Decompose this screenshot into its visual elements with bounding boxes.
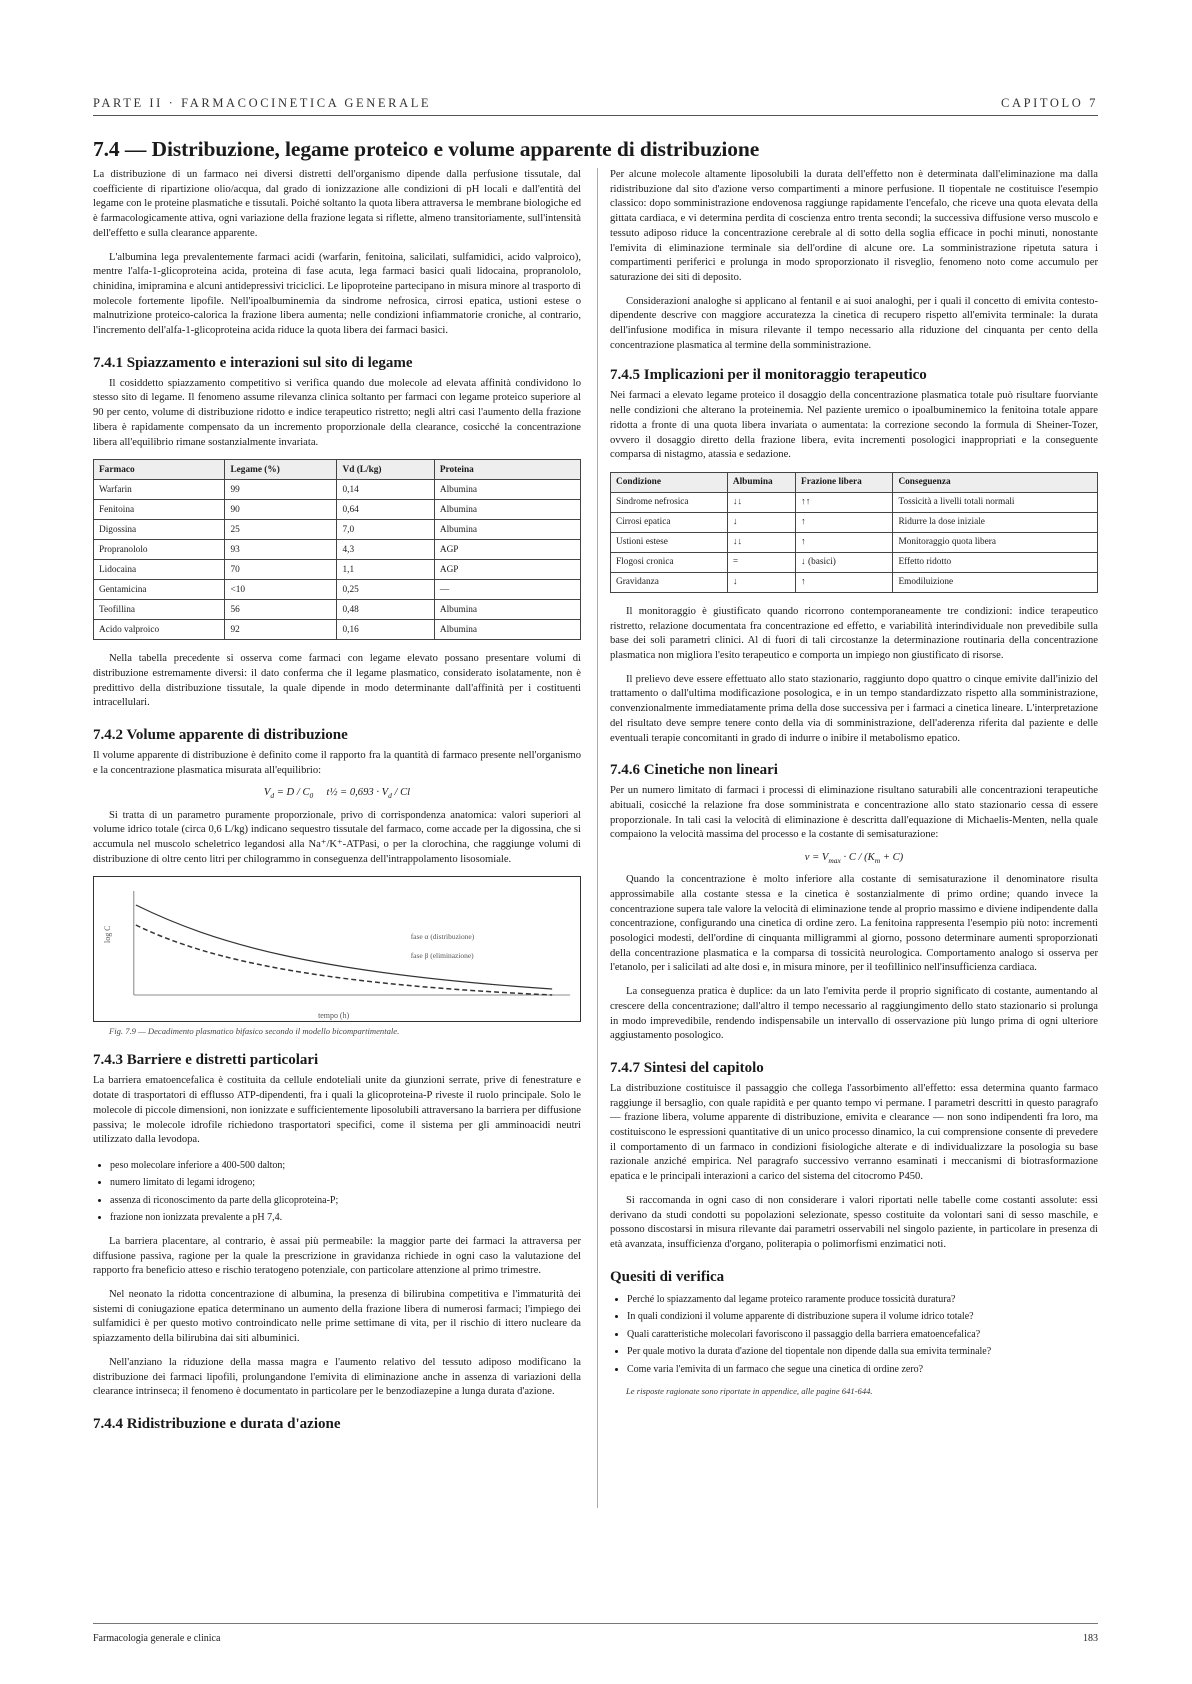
running-head-part: PARTE II · FARMACOCINETICA GENERALE <box>93 96 432 110</box>
binding-table-header: Vd (L/kg) <box>337 460 434 480</box>
beta-phase-label: fase β (eliminazione) <box>410 951 474 961</box>
table-cell: Flogosi cronica <box>611 552 728 572</box>
s746-paragraph-1: Per un numero limitato di farmaci i processi di eliminazione risultano saturabili alle concentrazioni terapeutiche abituali, cosicché la relazione fra dose somministrata e concentrazione allo stato stazionario cessa di essere proporzionale. In tali casi la velocità di eliminazione è descritta dall'equazione di Michaelis-Menten, nella quale compaiono la velocità massima del processo e la costante di semisaturazione: <box>610 785 1098 841</box>
answers-note: Le risposte ragionate sono riportate in appendice, alle pagine 641-644. <box>626 1386 873 1397</box>
conditions-table-header: Frazione libera <box>796 472 893 492</box>
book-title: Farmacologia generale e clinica <box>93 1633 221 1644</box>
conditions-table-header: Conseguenza <box>893 472 1098 492</box>
binding-table-header-row <box>94 460 581 480</box>
table-cell: ↓ (basici) <box>796 552 893 572</box>
table-cell: ↑ <box>796 532 893 552</box>
table-cell: = <box>727 552 795 572</box>
quiz-heading: Quesiti di verifica <box>610 1268 725 1285</box>
table-row <box>94 520 581 540</box>
heading-7-4-2: 7.4.2 Volume apparente di distribuzione <box>93 727 348 744</box>
quiz-item: • Quali caratteristiche molecolari favoriscono il passaggio della barriera ematoencefalica? <box>627 1326 1098 1344</box>
s746-paragraph-3: La conseguenza pratica è duplice: da un lato l'emivita perde il proprio significato di costante, aumentando al crescere della concentrazione; dall'altro il tempo necessario al raggiungimento dello stato stazionario si prolunga in modo imprevedibile, rendendo indispensabile un intervallo di osservazione più lungo prima di ogni ulteriore aggiustamento posologico. <box>610 986 1098 1042</box>
table-cell: ↓ <box>727 512 795 532</box>
quiz-item: • Per quale motivo la durata d'azione del tiopentale non dipende dalla sua emivita terminale? <box>627 1343 1098 1361</box>
s742-paragraph-1: Il volume apparente di distribuzione è definito come il rapporto fra la quantità di farmaco presente nell'organismo e la concentrazione plasmatica misurata all'equilibrio: <box>93 750 581 776</box>
table-cell: Gravidanza <box>611 572 728 592</box>
alpha-phase-label: fase α (distribuzione) <box>410 932 475 942</box>
michaelis-menten-formula: $v = V_{max} \cdot C / (K_m + C)$ <box>804 852 904 866</box>
table-cell: Acido valproico <box>94 620 225 640</box>
conditions-table-header: Condizione <box>611 472 728 492</box>
table-cell: Fenitoina <box>94 500 225 520</box>
biphasic-decay-figure <box>93 876 581 1022</box>
binding-table-header: Legame (%) <box>225 460 337 480</box>
table-row <box>611 512 1098 532</box>
header-rule <box>93 115 1098 116</box>
table-cell: Tossicità a livelli totali normali <box>893 492 1098 512</box>
volume-formula: $V_d = D / C_0$ t½ = $0,693 \cdot V_d / Cl$ <box>263 787 411 801</box>
table-cell: 93 <box>225 540 337 560</box>
intro-paragraph-1: La distribuzione di un farmaco nei diversi distretti dell'organismo dipende dalla perfusione tissutale, dal coefficiente di ripartizione olio/acqua, dal grado di ionizzazione alle condizioni di pH locali e dall'entità del legame con le proteine plasmatiche e tissutali. Poiché soltanto la quota libera attraversa le membrane biologiche ed è farmacologicamente attiva, ogni variazione della frazione legata si riflette, almeno transitoriamente, sull'intensità dell'effetto e sulla clearance apparente. <box>93 169 581 239</box>
table-cell: 25 <box>225 520 337 540</box>
table-cell: Albumina <box>434 520 580 540</box>
s743-paragraph-1: La barriera ematoencefalica è costituita da cellule endoteliali unite da giunzioni serrate, prive di fenestrature e dotate di trasportatori di efflusso ATP-dipendenti, fra i quali la glicoproteina-P riveste il ruolo principale. Solo le molecole di piccole dimensioni, non ionizzate e sufficientemente liposolubili attraversano la barriera per diffusione passiva; le molecole idrofile richiedono trasportatori specifici, come il sistema per gli amminoacidi neutri utilizzato dalla levodopa. <box>93 1075 581 1146</box>
s742-paragraph-2: Si tratta di un parametro puramente proporzionale, privo di corrispondenza anatomica: valori superiori al volume idrico totale (circa 0,6 L/kg) indicano sequestro tissutale del farmaco, come accade per la digossina, che si accumula nel muscolo scheletrico legandosi alla Na⁺/K⁺-ATPasi, o per la clorochina, che raggiunge volumi di distribuzione di oltre cento litri per chilogrammo in conseguenza dell'intrappolamento lisosomiale. <box>93 809 581 865</box>
table-cell: Albumina <box>434 480 580 500</box>
conditions-table-header-row <box>611 472 1098 492</box>
table-row <box>94 540 581 560</box>
table-cell: ↓ <box>727 572 795 592</box>
table-cell: Sindrome nefrosica <box>611 492 728 512</box>
running-head <box>93 96 1098 111</box>
figure-y-label: log C <box>102 925 112 944</box>
s747-paragraph-1: La distribuzione costituisce il passaggio che collega l'assorbimento all'effetto: essa determina quanto farmaco raggiunge il bersaglio, con quale rapidità e per quanto tempo vi permane. I parametri descritti in questo paragrafo — frazione libera, volume apparente di distribuzione, emivita e clearance — non sono indipendenti fra loro, ma costituiscono le espressioni quantitative di un unico processo dinamico, la cui comprensione consente di prevedere il comportamento di un farmaco in condizioni fisiologiche alterate e di individualizzare la posologia su base razionale anziché empirica. Nel paragrafo successivo verranno esaminati i meccanismi di biotrasformazione epatica e le principali interazioni a carico del sistema del citocromo P450. <box>610 1082 1098 1183</box>
s744-paragraph-2: Considerazioni analoghe si applicano al fentanil e ai suoi analoghi, per i quali il concetto di emivita contesto-dipendente descrive con maggiore accuratezza la cinetica di recupero rispetto all'emivita terminale: la durata dell'infusione modifica in misura rilevante il tempo necessario alla riduzione del cinquanta per cento della concentrazione plasmatica al termine della somministrazione. <box>610 295 1098 351</box>
heading-7-4-3: 7.4.3 Barriere e distretti particolari <box>93 1052 319 1069</box>
table-cell: Albumina <box>434 500 580 520</box>
column-divider <box>597 168 598 1508</box>
table-row <box>94 580 581 600</box>
page <box>93 0 1098 1684</box>
table-cell: Ustioni estese <box>611 532 728 552</box>
table-cell: 0,14 <box>337 480 434 500</box>
footer-rule <box>93 1623 1098 1624</box>
quiz-item: • In quali condizioni il volume apparente di distribuzione supera il volume idrico totale? <box>627 1308 1098 1326</box>
table-cell: 4,3 <box>337 540 434 560</box>
s743-paragraph-2: La barriera placentare, al contrario, è assai più permeabile: la maggior parte dei farmaci la attraversa per diffusione passiva, ragione per la quale la prescrizione in gravidanza richiede in ogni caso la valutazione del rapporto fra beneficio atteso e rischio teratogeno potenziale, con particolare attenzione al primo trimestre. <box>93 1235 581 1277</box>
table-cell: Emodiluizione <box>893 572 1098 592</box>
table-cell: ↓↓ <box>727 532 795 552</box>
table-cell: 7,0 <box>337 520 434 540</box>
table-cell: Digossina <box>94 520 225 540</box>
right-column <box>610 168 1098 1396</box>
footer <box>93 1633 1098 1644</box>
binding-table-header: Proteina <box>434 460 580 480</box>
table-cell: 90 <box>225 500 337 520</box>
heading-7-4-4: 7.4.4 Ridistribuzione e durata d'azione <box>93 1415 341 1432</box>
quiz-item: • Perché lo spiazzamento dal legame proteico raramente produce tossicità duratura? <box>627 1291 1098 1309</box>
binding-table-header: Farmaco <box>94 460 225 480</box>
s745-paragraph-2: Il monitoraggio è giustificato quando ricorrono contemporaneamente tre condizioni: indice terapeutico ristretto, relazione documentata fra concentrazione ed effetto, e variabilità interindividuale non prevedibile sulla base dei soli parametri clinici. Al di fuori di tali circostanze la determinazione routinaria della concentrazione plasmatica non migliora l'esito terapeutico e comporta un impiego non giustificato di risorse. <box>610 605 1098 662</box>
table-row <box>611 532 1098 552</box>
table-cell: Cirrosi epatica <box>611 512 728 532</box>
conditions-table <box>610 472 1098 593</box>
table-cell: Teofillina <box>94 600 225 620</box>
table-cell: ↓↓ <box>727 492 795 512</box>
s745-paragraph-3: Il prelievo deve essere effettuato allo stato stazionario, raggiunto dopo quattro o cinque emivite dall'inizio del trattamento o dall'ultima modificazione posologica, e in un tempo standardizzato rispetto alla somministrazione, convenzionalmente immediatamente prima della dose successiva per i farmaci a cinetica lineare. L'interpretazione del risultato deve sempre tenere conto della via di somministrazione, dell'aderenza riferita dal paziente e delle eventuali terapie concomitanti in grado di indurre o inibire il metabolismo epatico. <box>610 673 1098 744</box>
running-head-chapter: CAPITOLO 7 <box>1001 96 1098 110</box>
list-item: • assenza di riconoscimento da parte della glicoproteina-P; <box>110 1192 581 1210</box>
table-cell: 56 <box>225 600 337 620</box>
s743-paragraph-3: Nel neonato la ridotta concentrazione di albumina, la presenza di bilirubina competitiva e l'immaturità dei sistemi di coniugazione epatica determinano un aumento della frazione libera di numerosi farmaci; l'impiego dei sulfamidici è per questo motivo controindicato nelle prime settimane di vita, per il rischio di ittero nucleare da spiazzamento della bilirubina dai siti albuminici. <box>93 1289 581 1345</box>
table-cell: 0,16 <box>337 620 434 640</box>
s747-paragraph-2: Si raccomanda in ogni caso di non considerare i valori riportati nelle tabelle come costanti assolute: essi derivano da studi condotti su popolazioni selezionate, spesso costituite da volontari sani di sesso maschile, e possono discostarsi in misura rilevante dai parametri osservabili nel singolo paziente, in particolare in presenza di età avanzata, insufficienza d'organo, politerapia o polimorfismi enzimatici noti. <box>610 1194 1098 1250</box>
heading-7-4-7: 7.4.7 Sintesi del capitolo <box>610 1059 764 1076</box>
quiz-list <box>610 1291 1098 1379</box>
table-cell: Albumina <box>434 600 580 620</box>
bbb-criteria-list <box>93 1157 581 1227</box>
table-cell: Monitoraggio quota libera <box>893 532 1098 552</box>
table-row <box>611 492 1098 512</box>
alpha-phase-curve <box>136 905 552 989</box>
table-cell: <10 <box>225 580 337 600</box>
heading-7-4-6: 7.4.6 Cinetiche non lineari <box>610 762 778 779</box>
table-cell: ↑ <box>796 572 893 592</box>
table-cell: Albumina <box>434 620 580 640</box>
table-cell: Ridurre la dose iniziale <box>893 512 1098 532</box>
table-cell: 0,25 <box>337 580 434 600</box>
s744-paragraph-1: Per alcune molecole altamente liposolubili la durata dell'effetto non è determinata dall'eliminazione ma dalla ridistribuzione dal sito d'azione verso compartimenti a minore perfusione. Il tiopentale ne costituisce l'esempio classico: dopo somministrazione endovenosa raggiunge rapidamente l'encefalo, che riceve una quota elevata della gittata cardiaca, e vi determina perdita di coscienza entro trenta secondi; la successiva diffusione verso muscolo e tessuto adiposo riduce la concentrazione cerebrale al di sotto della soglia efficace in pochi minuti, nonostante l'emivita di eliminazione terminale sia dell'ordine di alcune ore. La somministrazione ripetuta satura i compartimenti periferici e prolunga in modo sproporzionato il risveglio, fenomeno noto come accumulo per saturazione dei siti di deposito. <box>610 169 1098 283</box>
table-cell: AGP <box>434 560 580 580</box>
table-cell: ↑↑ <box>796 492 893 512</box>
page-number: 183 <box>1083 1633 1098 1644</box>
figure-x-label: tempo (h) <box>318 1011 350 1021</box>
table-row <box>611 572 1098 592</box>
figure-caption: Fig. 7.9 — Decadimento plasmatico bifasico secondo il modello bicompartimentale. <box>109 1026 400 1037</box>
table-cell: Propranololo <box>94 540 225 560</box>
list-item: • frazione non ionizzata prevalente a pH 7,4. <box>110 1209 581 1227</box>
table-cell: ↑ <box>796 512 893 532</box>
s741-paragraph-1: Il cosiddetto spiazzamento competitivo si verifica quando due molecole ad elevata affinità condividono lo stesso sito di legame. Il fenomeno assume rilevanza clinica soltanto per farmaci con legame proteico superiore al 90 per cento, volume di distribuzione ridotto e indice terapeutico ristretto; negli altri casi l'aumento della frazione libera è rapidamente compensato da un incremento proporzionale della clearance, cosicché la concentrazione libera all'equilibrio rimane sostanzialmente invariata. <box>93 377 581 448</box>
s743-paragraph-4: Nell'anziano la riduzione della massa magra e l'aumento relativo del tessuto adiposo modificano la distribuzione dei farmaci lipofili, prolungandone l'emivita di eliminazione anche in assenza di variazioni della clearance intrinseca; il fenomeno è documentato in particolare per le benzodiazepine a lunga durata d'azione. <box>93 1356 581 1398</box>
quiz-item: • Come varia l'emivita di un farmaco che segue una cinetica di ordine zero? <box>627 1361 1098 1379</box>
table-cell: Gentamicina <box>94 580 225 600</box>
left-column <box>93 168 581 1438</box>
heading-7-4-5: 7.4.5 Implicazioni per il monitoraggio terapeutico <box>610 367 927 384</box>
table-row <box>94 480 581 500</box>
s745-paragraph-1: Nei farmaci a elevato legame proteico il dosaggio della concentrazione plasmatica totale può risultare fuorviante nelle condizioni che alterano la proteinemia. Nel paziente uremico o ipoalbuminemico la fenitoina totale appare ridotta a fronte di una quota libera invariata o aumentata: la correzione secondo la formula di Sheiner-Tozer, ovvero il dosaggio diretto della frazione libera, evita incrementi posologici inappropriati e la conseguente comparsa di nistagmo, atassia e sedazione. <box>610 390 1098 461</box>
table-cell: 70 <box>225 560 337 580</box>
table-row <box>611 552 1098 572</box>
table-cell: 92 <box>225 620 337 640</box>
biphasic-decay-plot <box>94 877 580 1021</box>
heading-7-4-1: 7.4.1 Spiazzamento e interazioni sul sito di legame <box>93 354 413 371</box>
s741-paragraph-2: Nella tabella precedente si osserva come farmaci con legame elevato possano presentare volumi di distribuzione estremamente diversi: il dato conferma che il legame plasmatico, considerato isolatamente, non è predittivo della distribuzione tissutale, la quale dipende in modo determinante dall'affinità per i costituenti intracellulari. <box>93 653 581 709</box>
table-cell: 0,48 <box>337 600 434 620</box>
list-item: • peso molecolare inferiore a 400-500 dalton; <box>110 1157 581 1175</box>
table-cell: Effetto ridotto <box>893 552 1098 572</box>
s746-paragraph-2: Quando la concentrazione è molto inferiore alla costante di semisaturazione il denominatore risulta approssimabile alla costante stessa e la cinetica è sostanzialmente di primo ordine; quando invece la concentrazione supera tale valore la velocità di eliminazione tende al proprio massimo e diviene indipendente dalla concentrazione, configurando una cinetica di ordine zero. La fenitoina rappresenta l'esempio più noto: incrementi posologici modesti, dell'ordine di cinquanta milligrammi al giorno, possono determinare aumenti sproporzionati della concentrazione plasmatica e la comparsa di tossicità neurologica. Comportamento analogo si osserva per l'etanolo, per i salicilati ad alte dosi e, in misura minore, per il teofillinico nell'insufficienza cardiaca. <box>610 874 1099 974</box>
table-row <box>94 560 581 580</box>
table-row <box>94 620 581 640</box>
table-cell: 0,64 <box>337 500 434 520</box>
section-title: 7.4 — Distribuzione, legame proteico e volume apparente di distribuzione <box>93 137 760 161</box>
table-cell: Warfarin <box>94 480 225 500</box>
conditions-table-header: Albumina <box>727 472 795 492</box>
table-cell: 1,1 <box>337 560 434 580</box>
table-cell: 99 <box>225 480 337 500</box>
table-row <box>94 500 581 520</box>
table-cell: Lidocaina <box>94 560 225 580</box>
intro-paragraph-2: L'albumina lega prevalentemente farmaci acidi (warfarin, fenitoina, salicilati, sulfamidici, acido valproico), mentre l'alfa-1-glicoproteina acida, proteina di fase acuta, lega farmaci basici quali lidocaina, propranololo, chinidina, imipramina e alcuni antidepressivi triciclici. Le lipoproteine partecipano in misura minore al trasporto di molecole fortemente lipofile. Nell'ipoalbuminemia da sindrome nefrosica, cirrosi epatica, ustioni estese o malnutrizione proteico-calorica la frazione libera aumenta; nelle condizioni infiammatorie croniche, al contrario, l'incremento dell'alfa-1-glicoproteina acida riduce la quota libera dei farmaci basici. <box>93 251 581 337</box>
table-cell: — <box>434 580 580 600</box>
table-row <box>94 600 581 620</box>
list-item: • numero limitato di legami idrogeno; <box>110 1174 581 1192</box>
binding-table <box>93 459 581 640</box>
table-cell: AGP <box>434 540 580 560</box>
